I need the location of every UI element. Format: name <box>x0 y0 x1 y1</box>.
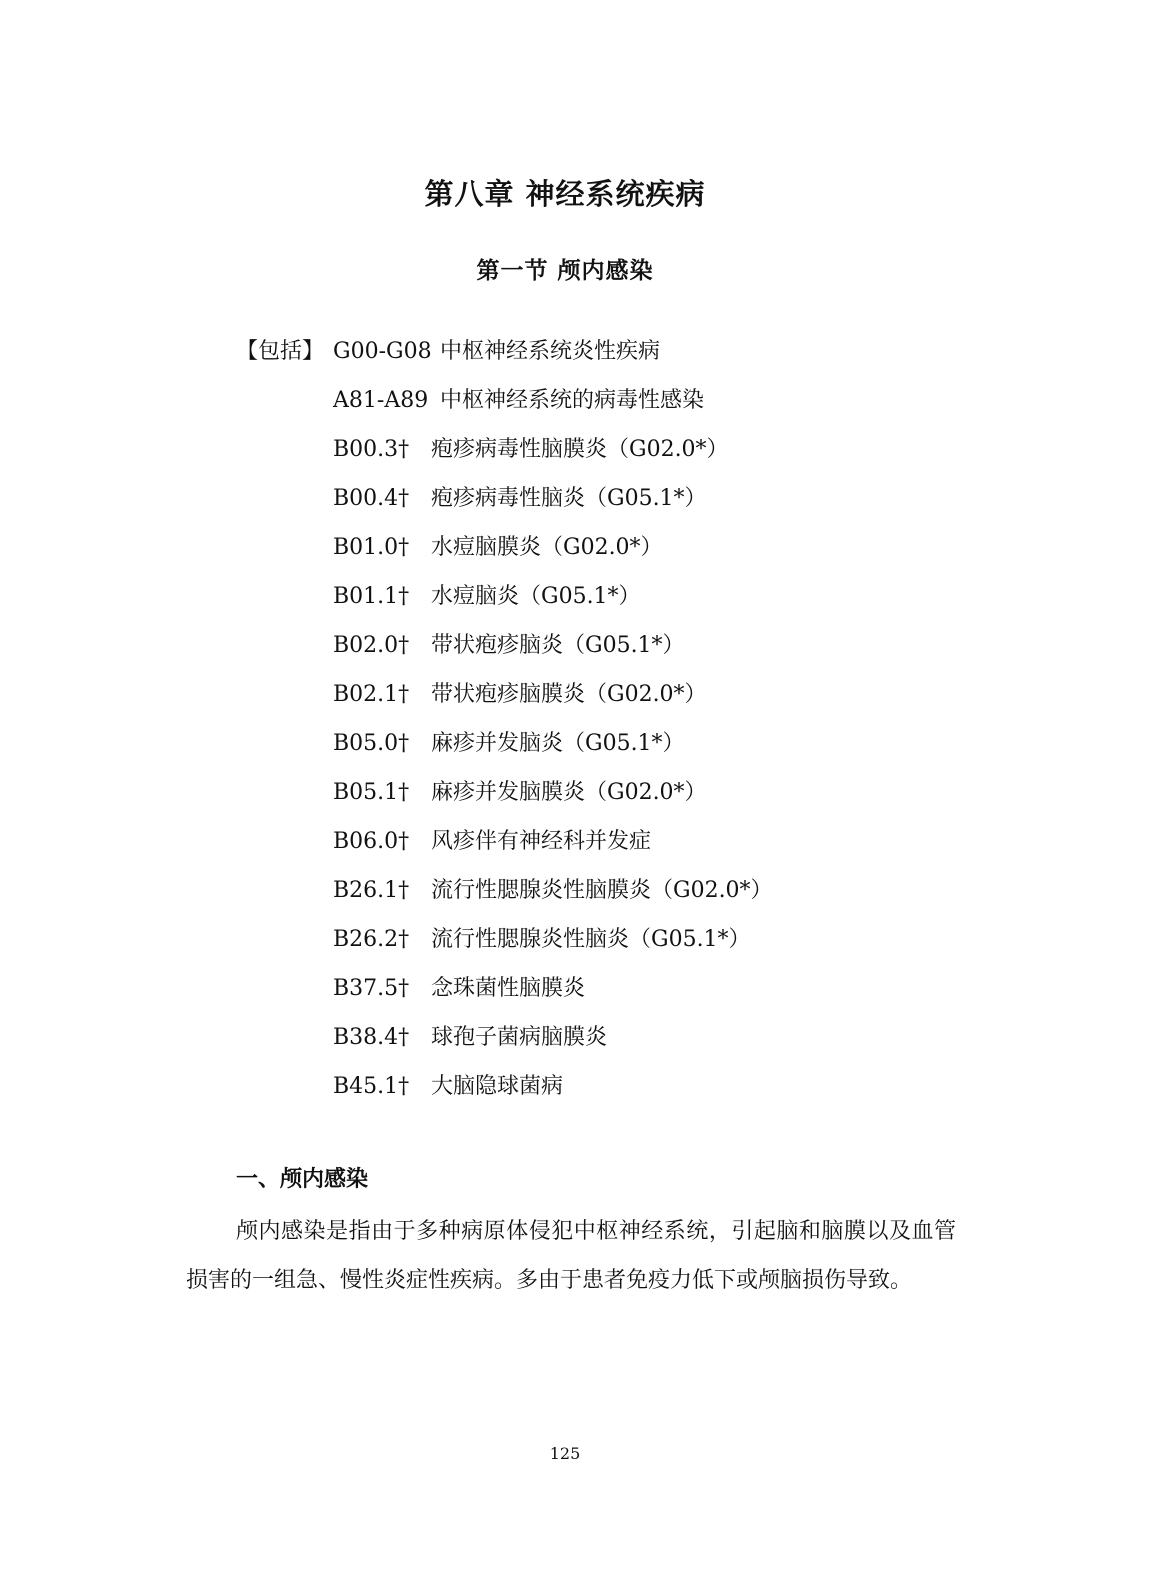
code-row <box>236 528 1036 577</box>
disease-description: 球孢子菌病脑膜炎 <box>431 1025 608 1050</box>
disease-code: B01.1† <box>333 584 410 609</box>
disease-description: 疱疹病毒性脑炎（G05.1*） <box>431 486 707 511</box>
range-code: A81-A89 <box>333 388 429 413</box>
code-row <box>236 1018 1036 1067</box>
disease-code: B02.0† <box>333 633 410 658</box>
range-description: 中枢神经系统的病毒性感染 <box>440 388 705 413</box>
disease-code: B37.5† <box>333 976 410 1001</box>
include-row <box>236 332 1036 381</box>
disease-description: 水痘脑炎（G05.1*） <box>431 584 641 609</box>
disease-code: B06.0† <box>333 829 410 854</box>
disease-description: 疱疹病毒性脑膜炎（G02.0*） <box>431 437 729 462</box>
disease-code: B26.2† <box>333 927 410 952</box>
disease-code: B05.1† <box>333 780 410 805</box>
chapter-title: 第八章 神经系统疾病 <box>424 177 706 211</box>
code-row <box>236 479 1036 528</box>
disease-code: B26.1† <box>333 878 410 903</box>
page-number: 125 <box>549 1444 581 1463</box>
disease-code: B00.4† <box>333 486 410 511</box>
subsection-heading: 一、颅内感染 <box>236 1167 369 1192</box>
code-row <box>236 626 1036 675</box>
range-description: 中枢神经系统炎性疾病 <box>440 339 661 364</box>
disease-description: 流行性腮腺炎性脑膜炎（G02.0*） <box>431 878 773 903</box>
code-row <box>236 920 1036 969</box>
body-paragraph: 颅内感染是指由于多种病原体侵犯中枢神经系统，引起脑和脑膜以及血管损害的一组急、慢性炎症性疾病。多由于患者免疫力低下或颅脑损伤导致。 <box>186 1219 956 1293</box>
code-row <box>236 773 1036 822</box>
disease-description: 带状疱疹脑膜炎（G02.0*） <box>431 682 707 707</box>
disease-code: B05.0† <box>333 731 410 756</box>
disease-description: 流行性腮腺炎性脑炎（G05.1*） <box>431 927 751 952</box>
code-row <box>236 430 1036 479</box>
disease-code: B45.1† <box>333 1074 410 1099</box>
include-label: 【包括】 <box>236 339 325 364</box>
code-row <box>236 822 1036 871</box>
disease-description: 麻疹并发脑膜炎（G02.0*） <box>431 780 707 805</box>
code-row <box>236 871 1036 920</box>
disease-description: 水痘脑膜炎（G02.0*） <box>431 535 663 560</box>
disease-code: B00.3† <box>333 437 410 462</box>
include-list <box>236 332 1036 1116</box>
code-row <box>236 675 1036 724</box>
disease-description: 带状疱疹脑炎（G05.1*） <box>431 633 685 658</box>
disease-code: B38.4† <box>333 1025 410 1050</box>
include-row <box>236 381 1036 430</box>
code-row <box>236 724 1036 773</box>
code-row <box>236 1067 1036 1116</box>
section-title: 第一节 颅内感染 <box>476 258 654 284</box>
code-row <box>236 969 1036 1018</box>
disease-description: 麻疹并发脑炎（G05.1*） <box>431 731 685 756</box>
disease-code: B02.1† <box>333 682 410 707</box>
code-row <box>236 577 1036 626</box>
range-code: G00-G08 <box>333 339 432 364</box>
disease-description: 大脑隐球菌病 <box>431 1074 564 1099</box>
disease-code: B01.0† <box>333 535 410 560</box>
disease-description: 念珠菌性脑膜炎 <box>431 976 586 1001</box>
disease-description: 风疹伴有神经科并发症 <box>431 829 652 854</box>
